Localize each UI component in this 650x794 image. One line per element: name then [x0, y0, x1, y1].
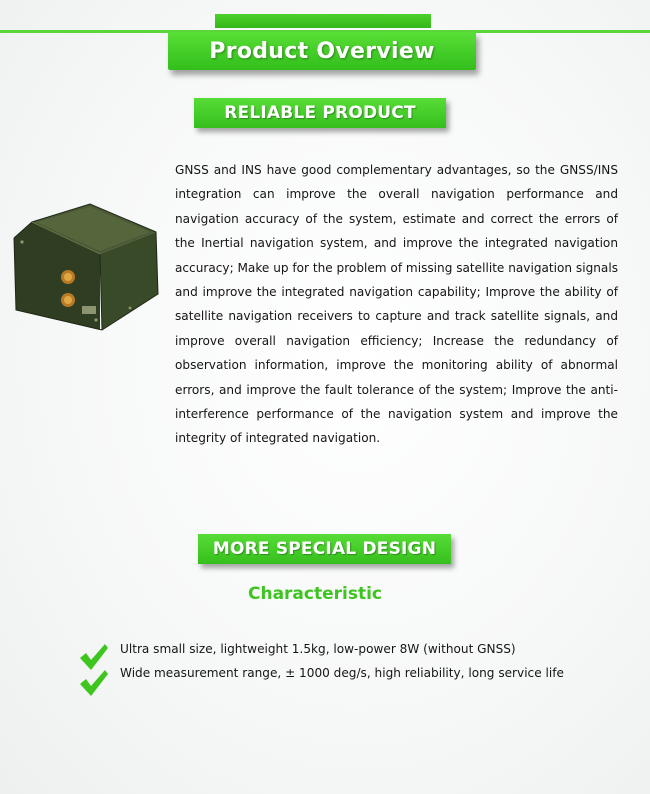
- feature-item: Ultra small size, lightweight 1.5kg, low-power 8W (without GNSS): [120, 642, 516, 656]
- reliable-product-banner: [194, 98, 446, 128]
- feature-item: Wide measurement range, ± 1000 deg/s, high reliability, long service life: [120, 666, 564, 680]
- header-decor-strip: [215, 14, 431, 28]
- page-title-banner: [168, 32, 476, 70]
- reliable-product-label: RELIABLE PRODUCT: [224, 103, 416, 123]
- product-description: GNSS and INS have good complementary advantages, so the GNSS/INS integration can improve the overall navigation performance and navigation accuracy of the system, estimate and correct the errors of the Inertial navigation system, and improve the integrated navigation accuracy; Make up for the problem of missing satellite navigation signals and improve the integrated navigation capability; Improve the ability of satellite navigation receivers to capture and track satellite signals, and improve overall navigation efficiency; Increase the redundancy of observation information, improve the monitoring ability of abnormal errors, and improve the fault tolerance of the system; Improve the anti-interference performance of the navigation system and improve the integrity of integrated navigation.: [175, 163, 618, 446]
- product-image: [10, 202, 162, 332]
- page-title: Product Overview: [209, 38, 435, 64]
- characteristic-heading: Characteristic: [248, 584, 382, 604]
- special-design-label: MORE SPECIAL DESIGN: [212, 539, 437, 559]
- special-design-banner: [198, 534, 451, 564]
- check-icon: [78, 668, 110, 698]
